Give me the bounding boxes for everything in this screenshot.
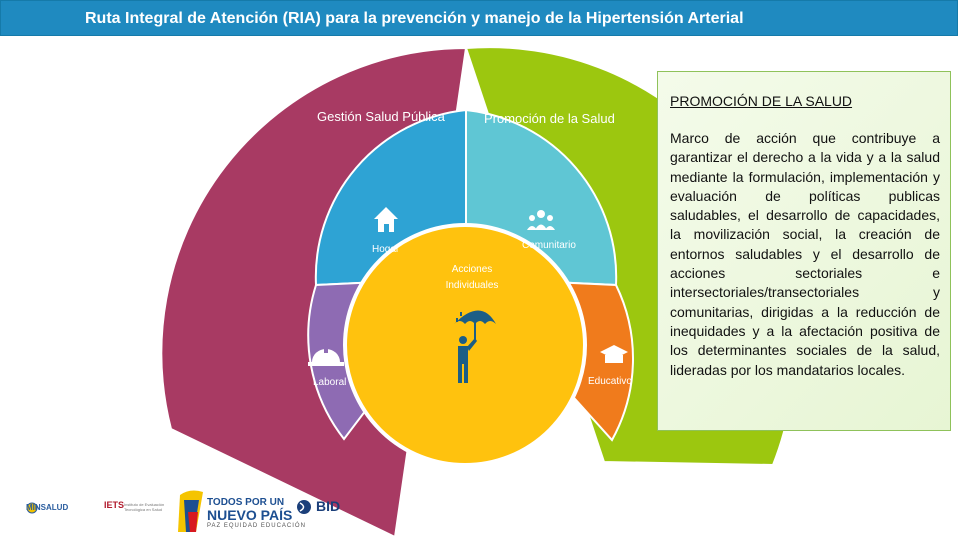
label-laboral: Laboral [313,377,347,388]
tpun-logo-line3: PAZ EQUIDAD EDUCACIÓN [207,523,306,529]
label-comunitario: Comunitario [522,240,576,251]
minsalud-logo-text: MINSALUD [26,503,69,512]
label-gestion: Gestión Salud Pública [317,109,445,124]
iets-logo-subtitle: Instituto de Evaluación Tecnológica en Salud [124,502,165,512]
callout-body: Marco de acción que contribuye a garantizar el derecho a la vida y a la salud mediante la formulación, implementación y evaluación de políticas publicas saludables, el desarrollo de capacidades, la movilización social, la creación de entornos saludables y el desarrollo de acciones sectoriales e intersectoriales/transectoriales y comunitarias, dirigidas a la reducción de inequidades y a la afectación positiva de los determinantes sociales de la salud, lideradas por los mandatarios locales. [670,130,940,378]
todos-por-un-nuevo-pais-logo [178,491,203,532]
bid-logo [297,500,311,514]
label-promocion: Promoción de la Salud [484,111,615,126]
label-individuales: Individuales [445,280,499,291]
callout-title: PROMOCIÓN DE LA SALUD [670,93,853,109]
bid-logo-text: BID [316,498,341,514]
label-hogar: Hogar [372,244,400,255]
promocion-callout [657,71,951,431]
label-acciones: Acciones [451,264,493,275]
iets-logo-text: IETS [104,500,125,510]
center-acciones-individuales[interactable] [345,225,585,465]
tpun-logo-line2: NUEVO PAÍS [207,507,293,523]
tpun-logo-line1: TODOS POR UN [207,497,285,508]
page-title: Ruta Integral de Atención (RIA) para la prevención y manejo de la Hipertensión Arterial [85,10,744,27]
label-educativo: Educativo [588,376,632,387]
